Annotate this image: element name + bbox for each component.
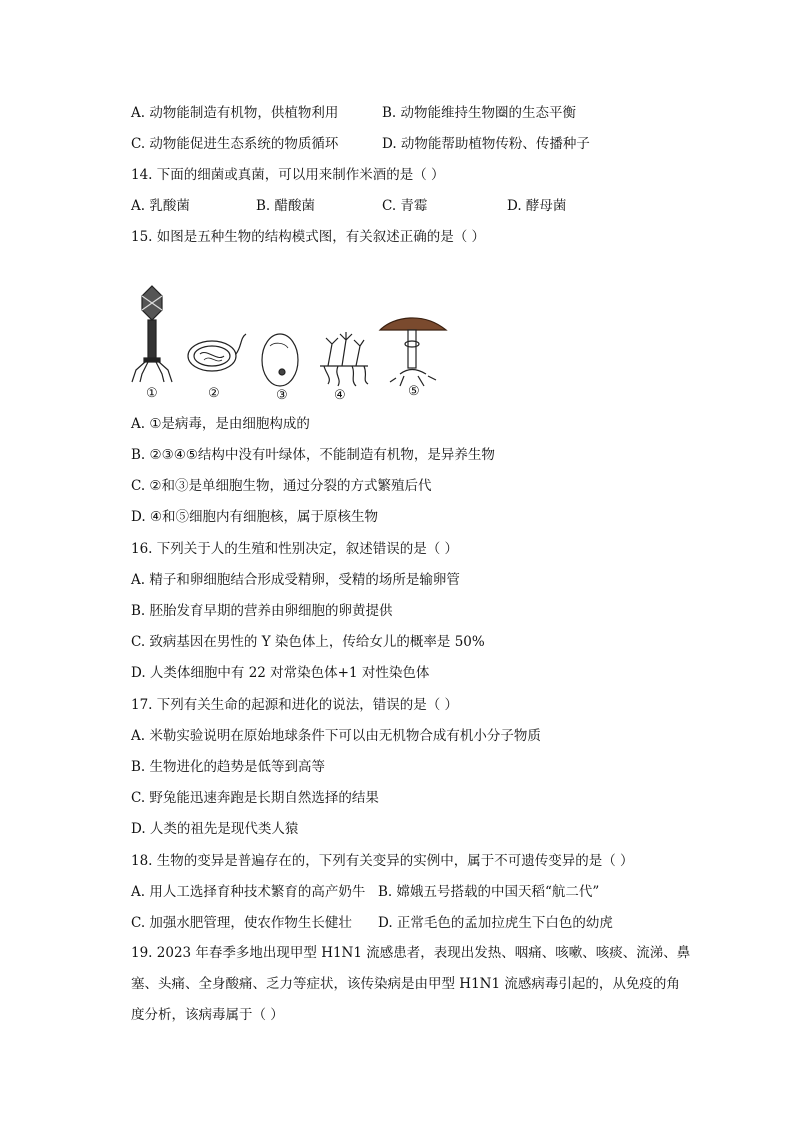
yeast-drawing <box>262 334 298 386</box>
q16-option-a: A. 精子和卵细胞结合形成受精卵，受精的场所是输卵管 <box>131 572 460 588</box>
question-15-stem: 15. 如图是五种生物的结构模式图，有关叙述正确的是（ ） <box>131 229 486 245</box>
q18-option-d: D. 正常毛色的孟加拉虎生下白色的幼虎 <box>378 915 613 931</box>
figure-label-3: ③ <box>276 388 288 403</box>
q16-option-d: D. 人类体细胞中有 22 对常染色体+1 对性染色体 <box>131 665 430 681</box>
q14-option-c: C. 青霉 <box>382 198 428 214</box>
question-18-stem: 18. 生物的变异是普遍存在的，下列有关变异的实例中，属于不可遗传变异的是（ ） <box>131 853 634 869</box>
figure-label-5: ⑤ <box>408 384 420 399</box>
bacteriophage-drawing <box>132 286 172 382</box>
q18-option-b: B. 嫦娥五号搭载的中国天稻“航二代” <box>378 884 600 900</box>
q14-option-a: A. 乳酸菌 <box>131 198 190 214</box>
q15-option-b: B. ②③④⑤结构中没有叶绿体，不能制造有机物，是异养生物 <box>131 447 495 463</box>
q18-option-c: C. 加强水肥管理，使农作物生长健壮 <box>131 915 352 931</box>
option-c: C. 动物能促进生态系统的物质循环 <box>131 136 339 152</box>
mushroom-drawing <box>380 318 446 386</box>
q17-option-d: D. 人类的祖先是现代类人猿 <box>131 821 299 837</box>
bacterium-drawing <box>188 334 246 371</box>
mold-drawing <box>320 332 368 386</box>
question-19-stem: 19. 2023 年春季多地出现甲型 H1N1 流感患者，表现出发热、咽痛、咳嗽、咳痰、流涕、鼻塞、头痛、全身酸痛、乏力等症状，该传染病是由甲型 H1N1 流感病毒引起的，从免疫的角度分析，该病毒属于（ ） <box>131 945 691 1023</box>
figure-label-1: ① <box>146 386 158 401</box>
q17-option-b: B. 生物进化的趋势是低等到高等 <box>131 759 326 775</box>
figure-label-4: ④ <box>334 388 346 403</box>
option-d: D. 动物能帮助植物传粉、传播种子 <box>382 136 590 152</box>
q16-option-c: C. 致病基因在男性的 Y 染色体上，传给女儿的概率是 50% <box>131 634 485 650</box>
five-organisms-figure <box>128 282 458 402</box>
q15-option-d: D. ④和⑤细胞内有细胞核，属于原核生物 <box>131 509 379 525</box>
q15-option-a: A. ①是病毒，是由细胞构成的 <box>131 416 310 432</box>
question-14-stem: 14. 下面的细菌或真菌，可以用来制作米酒的是（ ） <box>131 167 445 183</box>
question-17-stem: 17. 下列有关生命的起源和进化的说法，错误的是（ ） <box>131 697 459 713</box>
q14-option-d: D. 酵母菌 <box>507 198 567 214</box>
q18-option-a: A. 用人工选择育种技术繁育的高产奶牛 <box>131 884 366 900</box>
option-a: A. 动物能制造有机物，供植物利用 <box>131 105 339 121</box>
q14-option-b: B. 醋酸菌 <box>256 198 316 214</box>
option-b: B. 动物能维持生物圈的生态平衡 <box>382 105 577 121</box>
q15-option-c: C. ②和③是单细胞生物，通过分裂的方式繁殖后代 <box>131 478 432 494</box>
q17-option-c: C. 野兔能迅速奔跑是长期自然选择的结果 <box>131 790 379 806</box>
q16-option-b: B. 胚胎发育早期的营养由卵细胞的卵黄提供 <box>131 603 393 619</box>
figure-label-2: ② <box>208 386 220 401</box>
q17-option-a: A. 米勒实验说明在原始地球条件下可以由无机物合成有机小分子物质 <box>131 728 541 744</box>
question-16-stem: 16. 下列关于人的生殖和性别决定，叙述错误的是（ ） <box>131 541 459 557</box>
